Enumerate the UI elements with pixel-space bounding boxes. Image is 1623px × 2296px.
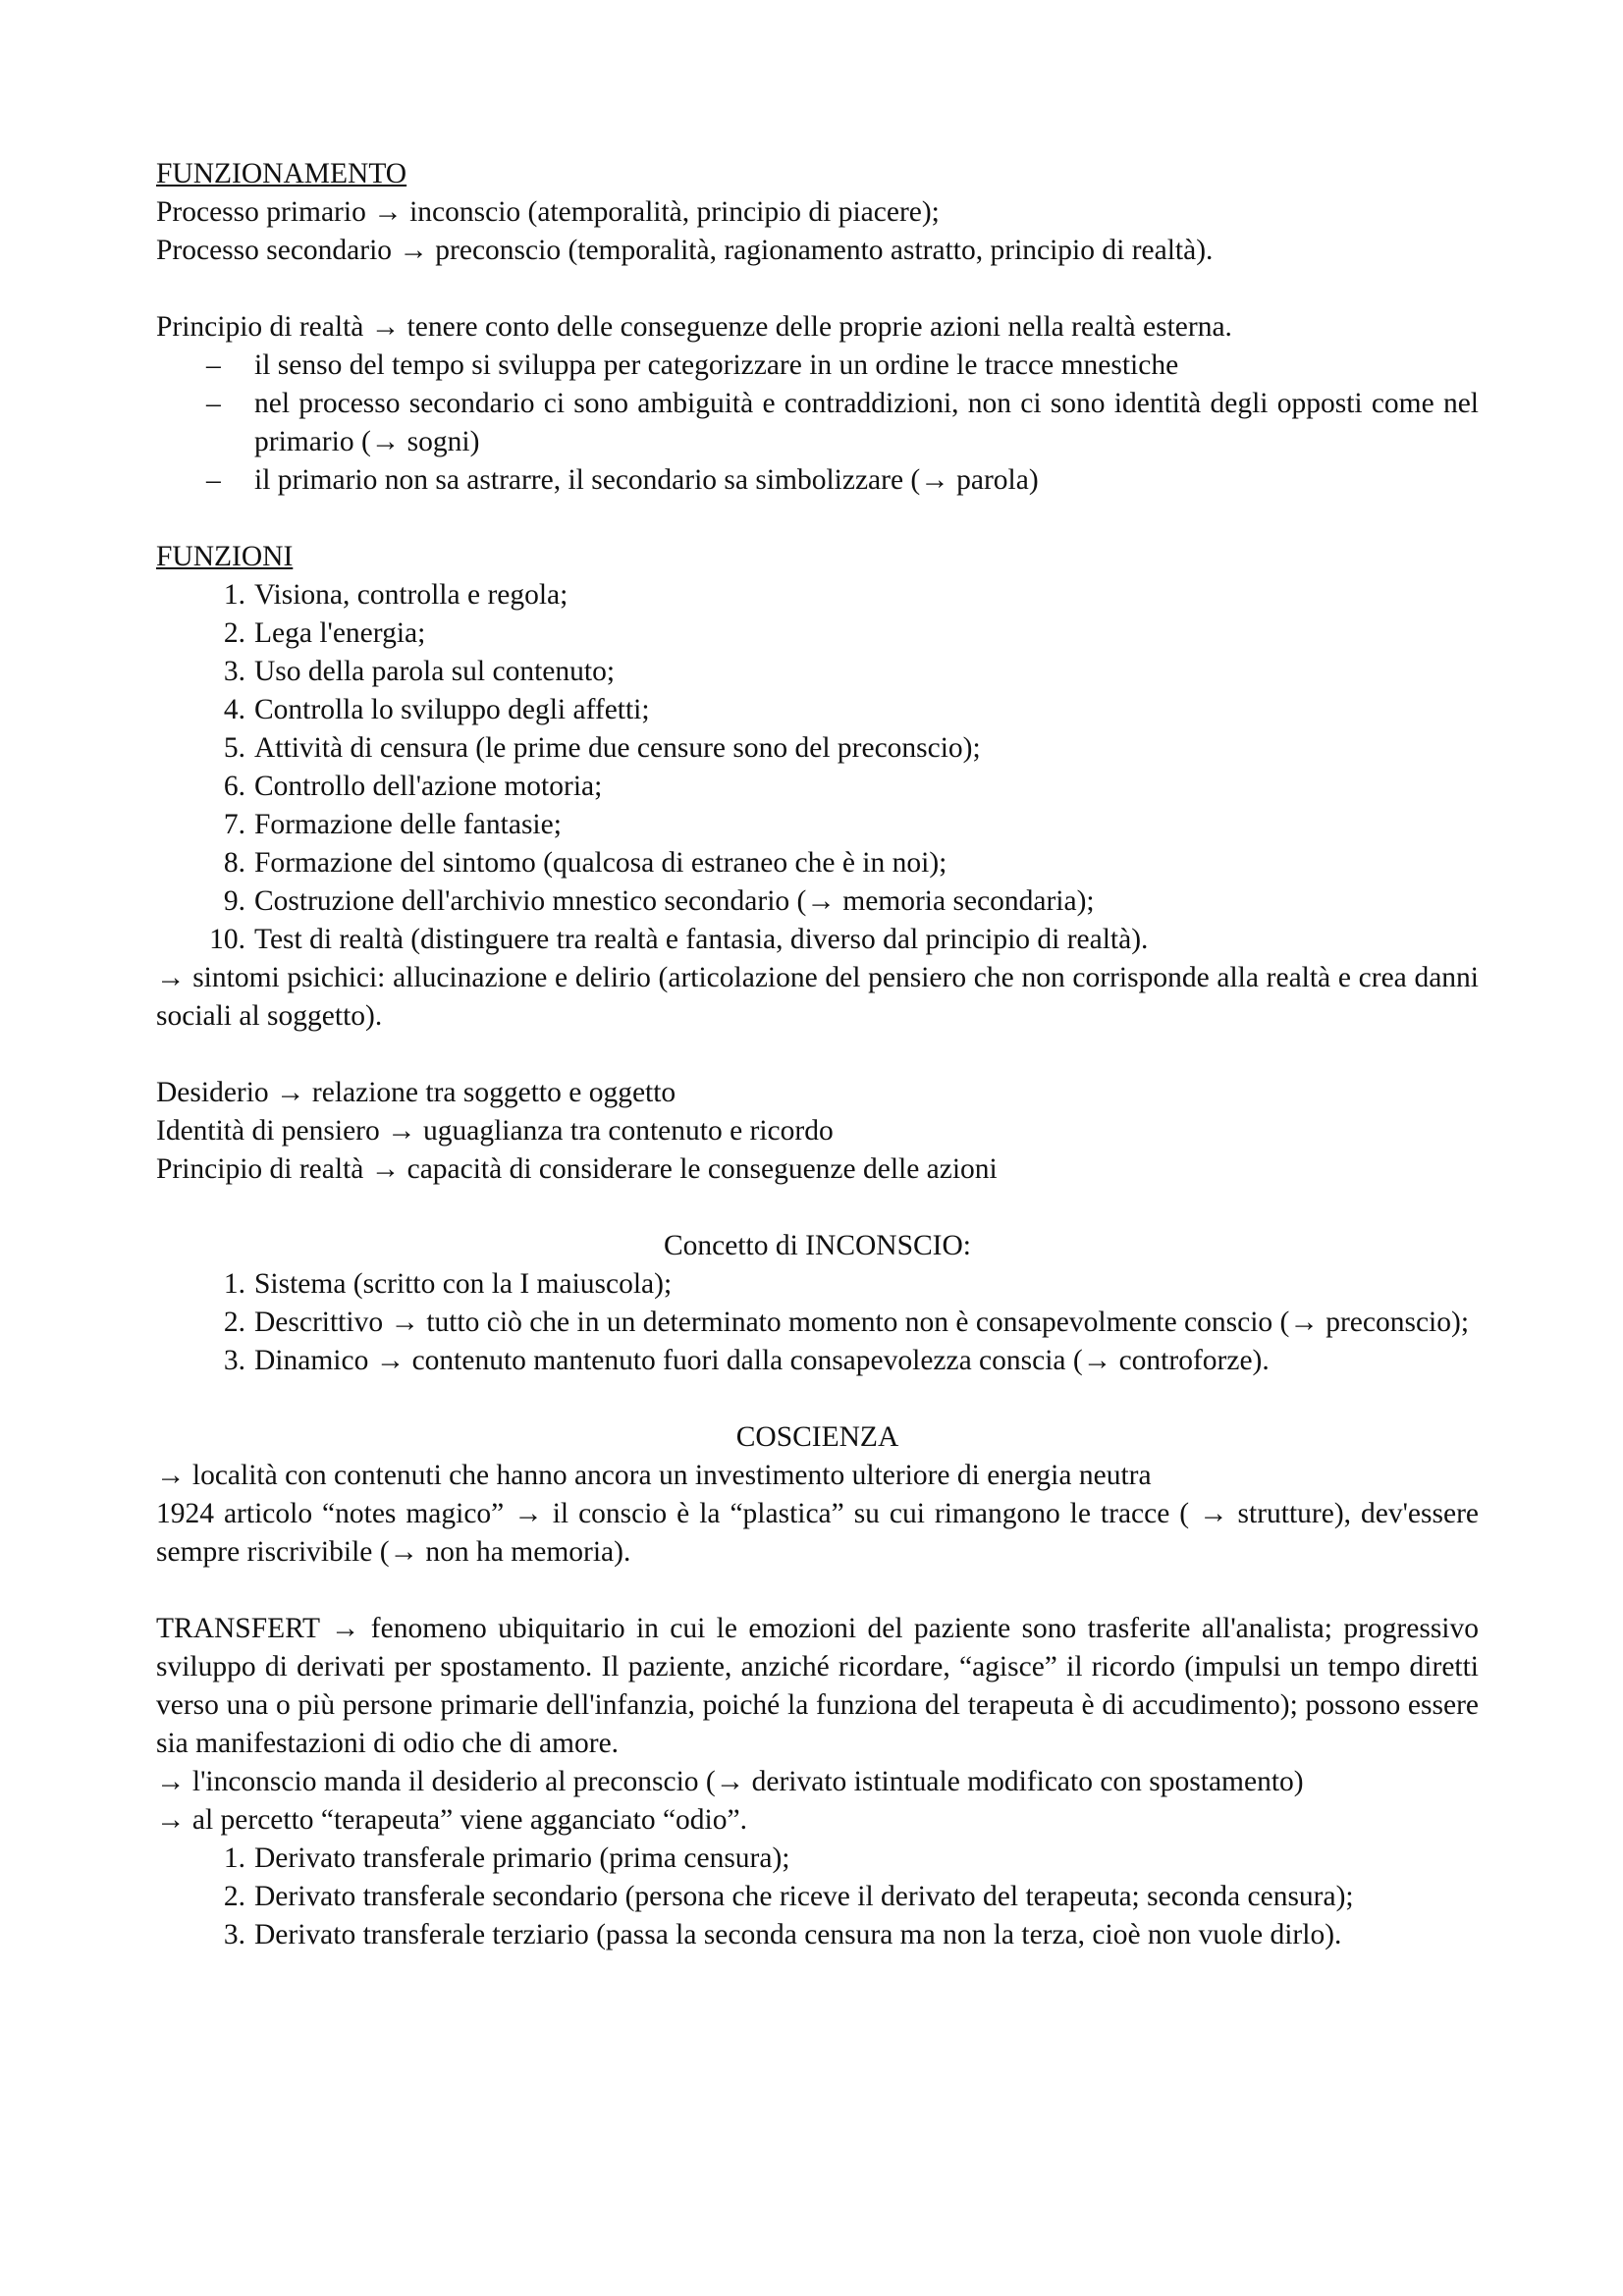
- blank-line: [156, 1380, 1479, 1418]
- list-item: [156, 1916, 1479, 1954]
- list-item-text: Derivato transferale primario (prima censura);: [254, 1842, 790, 1874]
- blank-line: [156, 500, 1479, 538]
- list-number: 1.: [223, 1842, 245, 1874]
- list-item-text: Descrittivo → tutto ciò che in un determinato momento non è consapevolmente conscio (→ preconscio);: [254, 1307, 1470, 1338]
- list-item: [156, 1304, 1479, 1342]
- text-line: Processo primario → inconscio (atemporalità, principio di piacere);: [156, 196, 940, 228]
- text-line: → al percetto “terapeuta” viene agganciato “odio”.: [156, 1804, 747, 1836]
- numbered-list-inconscio: [156, 1265, 1479, 1380]
- list-number: 2.: [223, 1881, 245, 1912]
- list-number: 3.: [223, 1919, 245, 1950]
- blank-line: [156, 1036, 1479, 1074]
- text-line: → l'inconscio manda il desiderio al preconscio (→ derivato istintuale modificato con spostamento): [156, 1766, 1304, 1797]
- list-number: 2.: [223, 1307, 245, 1338]
- list-item-text: Derivato transferale terziario (passa la seconda censura ma non la terza, cioè non vuole dirlo).: [254, 1919, 1342, 1950]
- list-item: [156, 385, 1479, 461]
- list-number: 3.: [223, 656, 245, 687]
- list-item: [156, 729, 1479, 768]
- list-item-text: Test di realtà (distinguere tra realtà e fantasia, diverso dal principio di realtà).: [254, 924, 1149, 955]
- list-item: [156, 768, 1479, 806]
- list-number: 1.: [223, 579, 245, 611]
- list-item: [156, 1342, 1479, 1380]
- list-number: 9.: [223, 885, 245, 917]
- blank-line: [156, 1189, 1479, 1227]
- list-item: [156, 576, 1479, 614]
- list-item: [156, 806, 1479, 844]
- list-item-text: Costruzione dell'archivio mnestico secondario (→ memoria secondaria);: [254, 885, 1095, 917]
- numbered-list-transfert: [156, 1840, 1479, 1954]
- text-paragraph: → sintomi psichici: allucinazione e delirio (articolazione del pensiero che non corrisponde alla realtà e crea danni sociali al soggetto).: [156, 962, 1479, 1032]
- list-item-text: Formazione delle fantasie;: [254, 809, 562, 840]
- list-item-text: Controllo dell'azione motoria;: [254, 771, 603, 802]
- list-number: 3.: [223, 1345, 245, 1376]
- list-number: 1.: [223, 1268, 245, 1300]
- dash-marker: –: [206, 464, 221, 496]
- list-item-text: Derivato transferale secondario (persona che riceve il derivato del terapeuta; seconda censura);: [254, 1881, 1354, 1912]
- list-item: [156, 691, 1479, 729]
- list-number: 2.: [223, 617, 245, 649]
- document-page: [156, 155, 1479, 1954]
- list-item: [156, 844, 1479, 882]
- section-heading-funzionamento: FUNZIONAMENTO: [156, 158, 407, 189]
- list-item: [156, 882, 1479, 921]
- list-item: [156, 1878, 1479, 1916]
- section-title-coscienza: COSCIENZA: [735, 1421, 899, 1453]
- text-line: Principio di realtà → tenere conto delle conseguenze delle proprie azioni nella realtà esterna.: [156, 311, 1232, 343]
- dash-list: [156, 347, 1479, 500]
- definition-line: Principio di realtà → capacità di considerare le conseguenze delle azioni: [156, 1153, 998, 1185]
- text-paragraph: 1924 articolo “notes magico” → il conscio è la “plastica” su cui rimangono le tracce ( → strutture), dev'essere sempre riscrivibile (→ non ha memoria).: [156, 1498, 1479, 1568]
- list-item: [156, 347, 1479, 385]
- list-item-text: Dinamico → contenuto mantenuto fuori dalla consapevolezza conscia (→ controforze).: [254, 1345, 1270, 1376]
- blank-line: [156, 270, 1479, 308]
- list-item: [156, 614, 1479, 653]
- list-item-text: Controlla lo sviluppo degli affetti;: [254, 694, 650, 725]
- text-line: → località con contenuti che hanno ancora un investimento ulteriore di energia neutra: [156, 1460, 1152, 1491]
- list-item: [156, 1265, 1479, 1304]
- dash-marker: –: [206, 388, 221, 419]
- list-number: 8.: [223, 847, 245, 879]
- list-number: 6.: [223, 771, 245, 802]
- dash-marker: –: [206, 349, 221, 381]
- text-line: Processo secondario → preconscio (temporalità, ragionamento astratto, principio di realtà).: [156, 235, 1214, 266]
- blank-line: [156, 1572, 1479, 1610]
- list-number: 5.: [223, 732, 245, 764]
- list-item: [156, 1840, 1479, 1878]
- list-item-text: Attività di censura (le prime due censure sono del preconscio);: [254, 732, 981, 764]
- list-item-text: Formazione del sintomo (qualcosa di estraneo che è in noi);: [254, 847, 947, 879]
- numbered-list-funzioni: [156, 576, 1479, 959]
- list-item-text: il senso del tempo si sviluppa per categorizzare in un ordine le tracce mnestiche: [254, 349, 1179, 381]
- list-item-text: nel processo secondario ci sono ambiguità e contraddizioni, non ci sono identità degli opposti come nel primario (→ sogni): [254, 388, 1479, 457]
- list-number: 4.: [223, 694, 245, 725]
- list-number: 7.: [223, 809, 245, 840]
- list-item-text: Visiona, controlla e regola;: [254, 579, 568, 611]
- definition-line: Desiderio → relazione tra soggetto e oggetto: [156, 1077, 676, 1108]
- list-item: [156, 461, 1479, 500]
- list-item: [156, 921, 1479, 959]
- list-item-text: Sistema (scritto con la I maiuscola);: [254, 1268, 673, 1300]
- list-item-text: Lega l'energia;: [254, 617, 426, 649]
- text-paragraph-transfert: TRANSFERT → fenomeno ubiquitario in cui le emozioni del paziente sono trasferite all'analista; progressivo sviluppo di derivati per spostamento. Il paziente, anziché ricordare, “agisce” il ricordo (impulsi un tempo diretti verso una o più persone primarie dell'infanzia, poiché la funziona del terapeuta è di accudimento); possono essere sia manifestazioni di odio che di amore.: [156, 1613, 1479, 1759]
- list-number: 10.: [209, 924, 245, 955]
- list-item: [156, 653, 1479, 691]
- section-heading-funzioni: FUNZIONI: [156, 541, 294, 572]
- section-title-inconscio: Concetto di INCONSCIO:: [663, 1230, 972, 1261]
- definition-line: Identità di pensiero → uguaglianza tra contenuto e ricordo: [156, 1115, 834, 1147]
- list-item-text: Uso della parola sul contenuto;: [254, 656, 616, 687]
- list-item-text: il primario non sa astrarre, il secondario sa simbolizzare (→ parola): [254, 464, 1039, 496]
